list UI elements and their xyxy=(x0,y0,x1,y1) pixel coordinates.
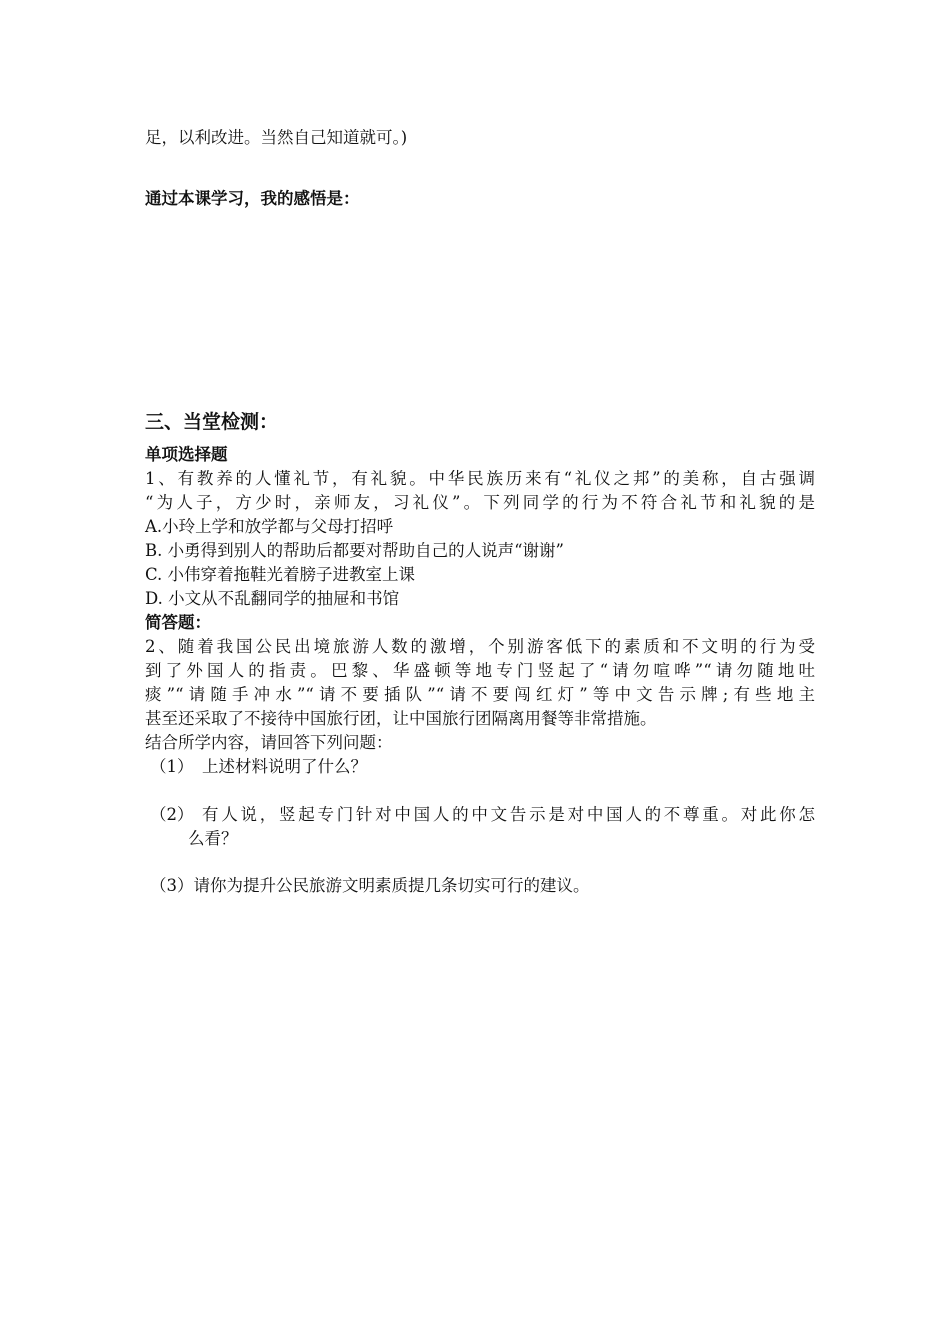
sub-question-3: （3）请你为提升公民旅游文明素质提几条切实可行的建议。 xyxy=(150,876,590,895)
question-2-line-4: 甚至还采取了不接待中国旅行团，让中国旅行团隔离用餐等非常措施。 xyxy=(145,709,657,728)
section-title: 三、当堂检测： xyxy=(145,411,279,433)
sub-question-2-line-2: 么看？ xyxy=(188,829,238,848)
question-2-line-1: 2、随着我国公民出境旅游人数的激增，个别游客低下的素质和不文明的行为受 xyxy=(145,637,815,656)
question-2-line-2: 到了外国人的指责。巴黎、华盛顿等地专门竖起了“请勿喧哗”“请勿随地吐 xyxy=(145,661,815,680)
reflection-prompt: 通过本课学习，我的感悟是： xyxy=(145,189,360,208)
option-d: D. 小文从不乱翻同学的抽屉和书馆 xyxy=(145,589,400,608)
question-1-line-1: 1、有教养的人懂礼节，有礼貌。中华民族历来有“礼仪之邦”的美称，自古强调 xyxy=(145,469,815,488)
short-answer-label: 简答题： xyxy=(145,613,211,632)
answer-instruction: 结合所学内容，请回答下列问题： xyxy=(145,733,393,752)
sub-question-1-text: 上述材料说明了什么？ xyxy=(202,757,367,776)
intro-continuation: 足，以利改进。当然自己知道就可。) xyxy=(145,128,408,147)
option-a: A.小玲上学和放学都与父母打招呼 xyxy=(145,517,394,536)
option-c: C. 小伟穿着拖鞋光着膀子进教室上课 xyxy=(145,565,416,584)
single-choice-label: 单项选择题 xyxy=(145,445,228,464)
question-2-line-3: 痰”“请随手冲水”“请不要插队”“请不要闯红灯”等中文告示牌;有些地主 xyxy=(145,685,815,704)
sub-question-2-line-1: 有人说，竖起专门针对中国人的中文告示是对中国人的不尊重。对此你怎 xyxy=(202,805,815,824)
sub-question-2-number: （2） xyxy=(150,805,194,824)
question-1-line-2: “为人子，方少时，亲师友，习礼仪”。下列同学的行为不符合礼节和礼貌的是 xyxy=(145,493,815,512)
sub-question-1-number: （1） xyxy=(150,757,194,776)
option-b: B. 小勇得到别人的帮助后都要对帮助自己的人说声“谢谢” xyxy=(145,541,564,560)
